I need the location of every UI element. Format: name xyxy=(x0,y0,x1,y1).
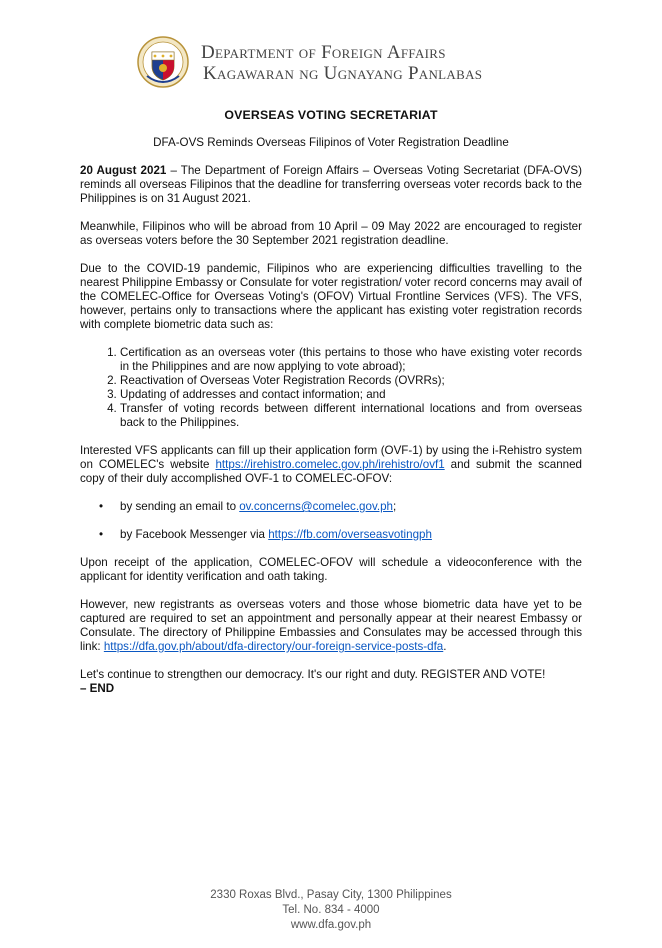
facebook-link[interactable]: https://fb.com/overseasvotingph xyxy=(268,528,432,541)
dept-name-tagalog: Kagawaran ng Ugnayang Panlabas xyxy=(203,63,483,84)
list-item: • by sending an email to ov.concerns@comelec.gov.ph; xyxy=(99,500,397,513)
page-subtitle: DFA-OVS Reminds Overseas Filipinos of Voter Registration Deadline xyxy=(153,136,509,149)
paragraph-new-registrants: However, new registrants as overseas voters and those whose biometric data have yet to be captured are required to set an appointment and personally appear at their nearest Embassy or Consulate. The directory of Philippine Embassies and Consulates may be accessed through this link: https://dfa.gov.ph/about/dfa-directory/our-foreign-service-posts-dfa. xyxy=(80,598,582,653)
footer-tel: Tel. No. 834 - 4000 xyxy=(282,904,380,916)
email-link[interactable]: ov.concerns@comelec.gov.ph xyxy=(239,500,393,513)
release-date: 20 August 2021 xyxy=(80,164,167,177)
list-item: • by Facebook Messenger via https://fb.com/overseasvotingph xyxy=(99,528,432,541)
end-marker: – END xyxy=(80,682,115,695)
footer-contact xyxy=(0,888,662,933)
irehistro-link[interactable]: https://irehistro.comelec.gov.ph/irehistro/ovf1 xyxy=(215,458,445,471)
paragraph-intro: 20 August 2021 – The Department of Foreign Affairs – Overseas Voting Secretariat (DFA-OVS) reminds all overseas Filipinos that the deadline for transferring overseas voter records back to the Philippines is on 31 August 2021. xyxy=(80,164,582,205)
directory-link[interactable]: https://dfa.gov.ph/about/dfa-directory/our-foreign-service-posts-dfa xyxy=(103,640,444,653)
page-title: OVERSEAS VOTING SECRETARIAT xyxy=(224,108,438,122)
paragraph-covid: Due to the COVID-19 pandemic, Filipinos who are experiencing difficulties travelling to the nearest Philippine Embassy or Consulate for voter registration/ voter record concerns may avail of the COMELEC-Office for Overseas Voting's (OFOV) Virtual Frontline Services (VFS). The VFS, however, pertains only to transactions where the applicant has existing voter registration records with complete biometric data such as: xyxy=(80,262,582,331)
closing-statement: Let's continue to strengthen our democracy. It's our right and duty. REGISTER AND VOTE! – END xyxy=(80,668,546,695)
list-item: 2. Reactivation of Overseas Voter Registration Records (OVRRs); xyxy=(120,374,582,388)
submission-methods xyxy=(80,500,582,542)
dept-name-english: Department of Foreign Affairs xyxy=(201,42,446,63)
list-item: 4. Transfer of voting records between different international locations and from overseas back to the Philippines. xyxy=(120,402,582,430)
paragraph-receipt: Upon receipt of the application, COMELEC-OFOV will schedule a videoconference with the applicant for identity verification and oath taking. xyxy=(80,556,582,583)
dfa-seal-icon xyxy=(137,36,189,88)
paragraph-application: Interested VFS applicants can fill up their application form (OVF-1) by using the i-Rehistro system on COMELEC's website https://irehistro.comelec.gov.ph/irehistro/ovf1 and submit the scanned copy of their duly accomplished OVF-1 to COMELEC-OFOV: xyxy=(80,444,583,485)
letterhead xyxy=(137,36,517,88)
bullet-icon: • xyxy=(99,528,104,541)
bullet-icon: • xyxy=(99,500,104,513)
list-item: 1. Certification as an overseas voter (this pertains to those who have existing voter records in the Philippines and are now applying to vote abroad); xyxy=(120,346,582,374)
footer-address: 2330 Roxas Blvd., Pasay City, 1300 Philippines xyxy=(210,889,452,901)
press-release-body xyxy=(80,108,582,696)
list-item: 3. Updating of addresses and contact information; and xyxy=(120,388,582,402)
footer-website: www.dfa.gov.ph xyxy=(290,919,372,931)
paragraph-meanwhile: Meanwhile, Filipinos who will be abroad from 10 April – 09 May 2022 are encouraged to register as overseas voters before the 30 September 2021 registration deadline. xyxy=(80,220,582,247)
vfs-transaction-list xyxy=(80,346,582,430)
